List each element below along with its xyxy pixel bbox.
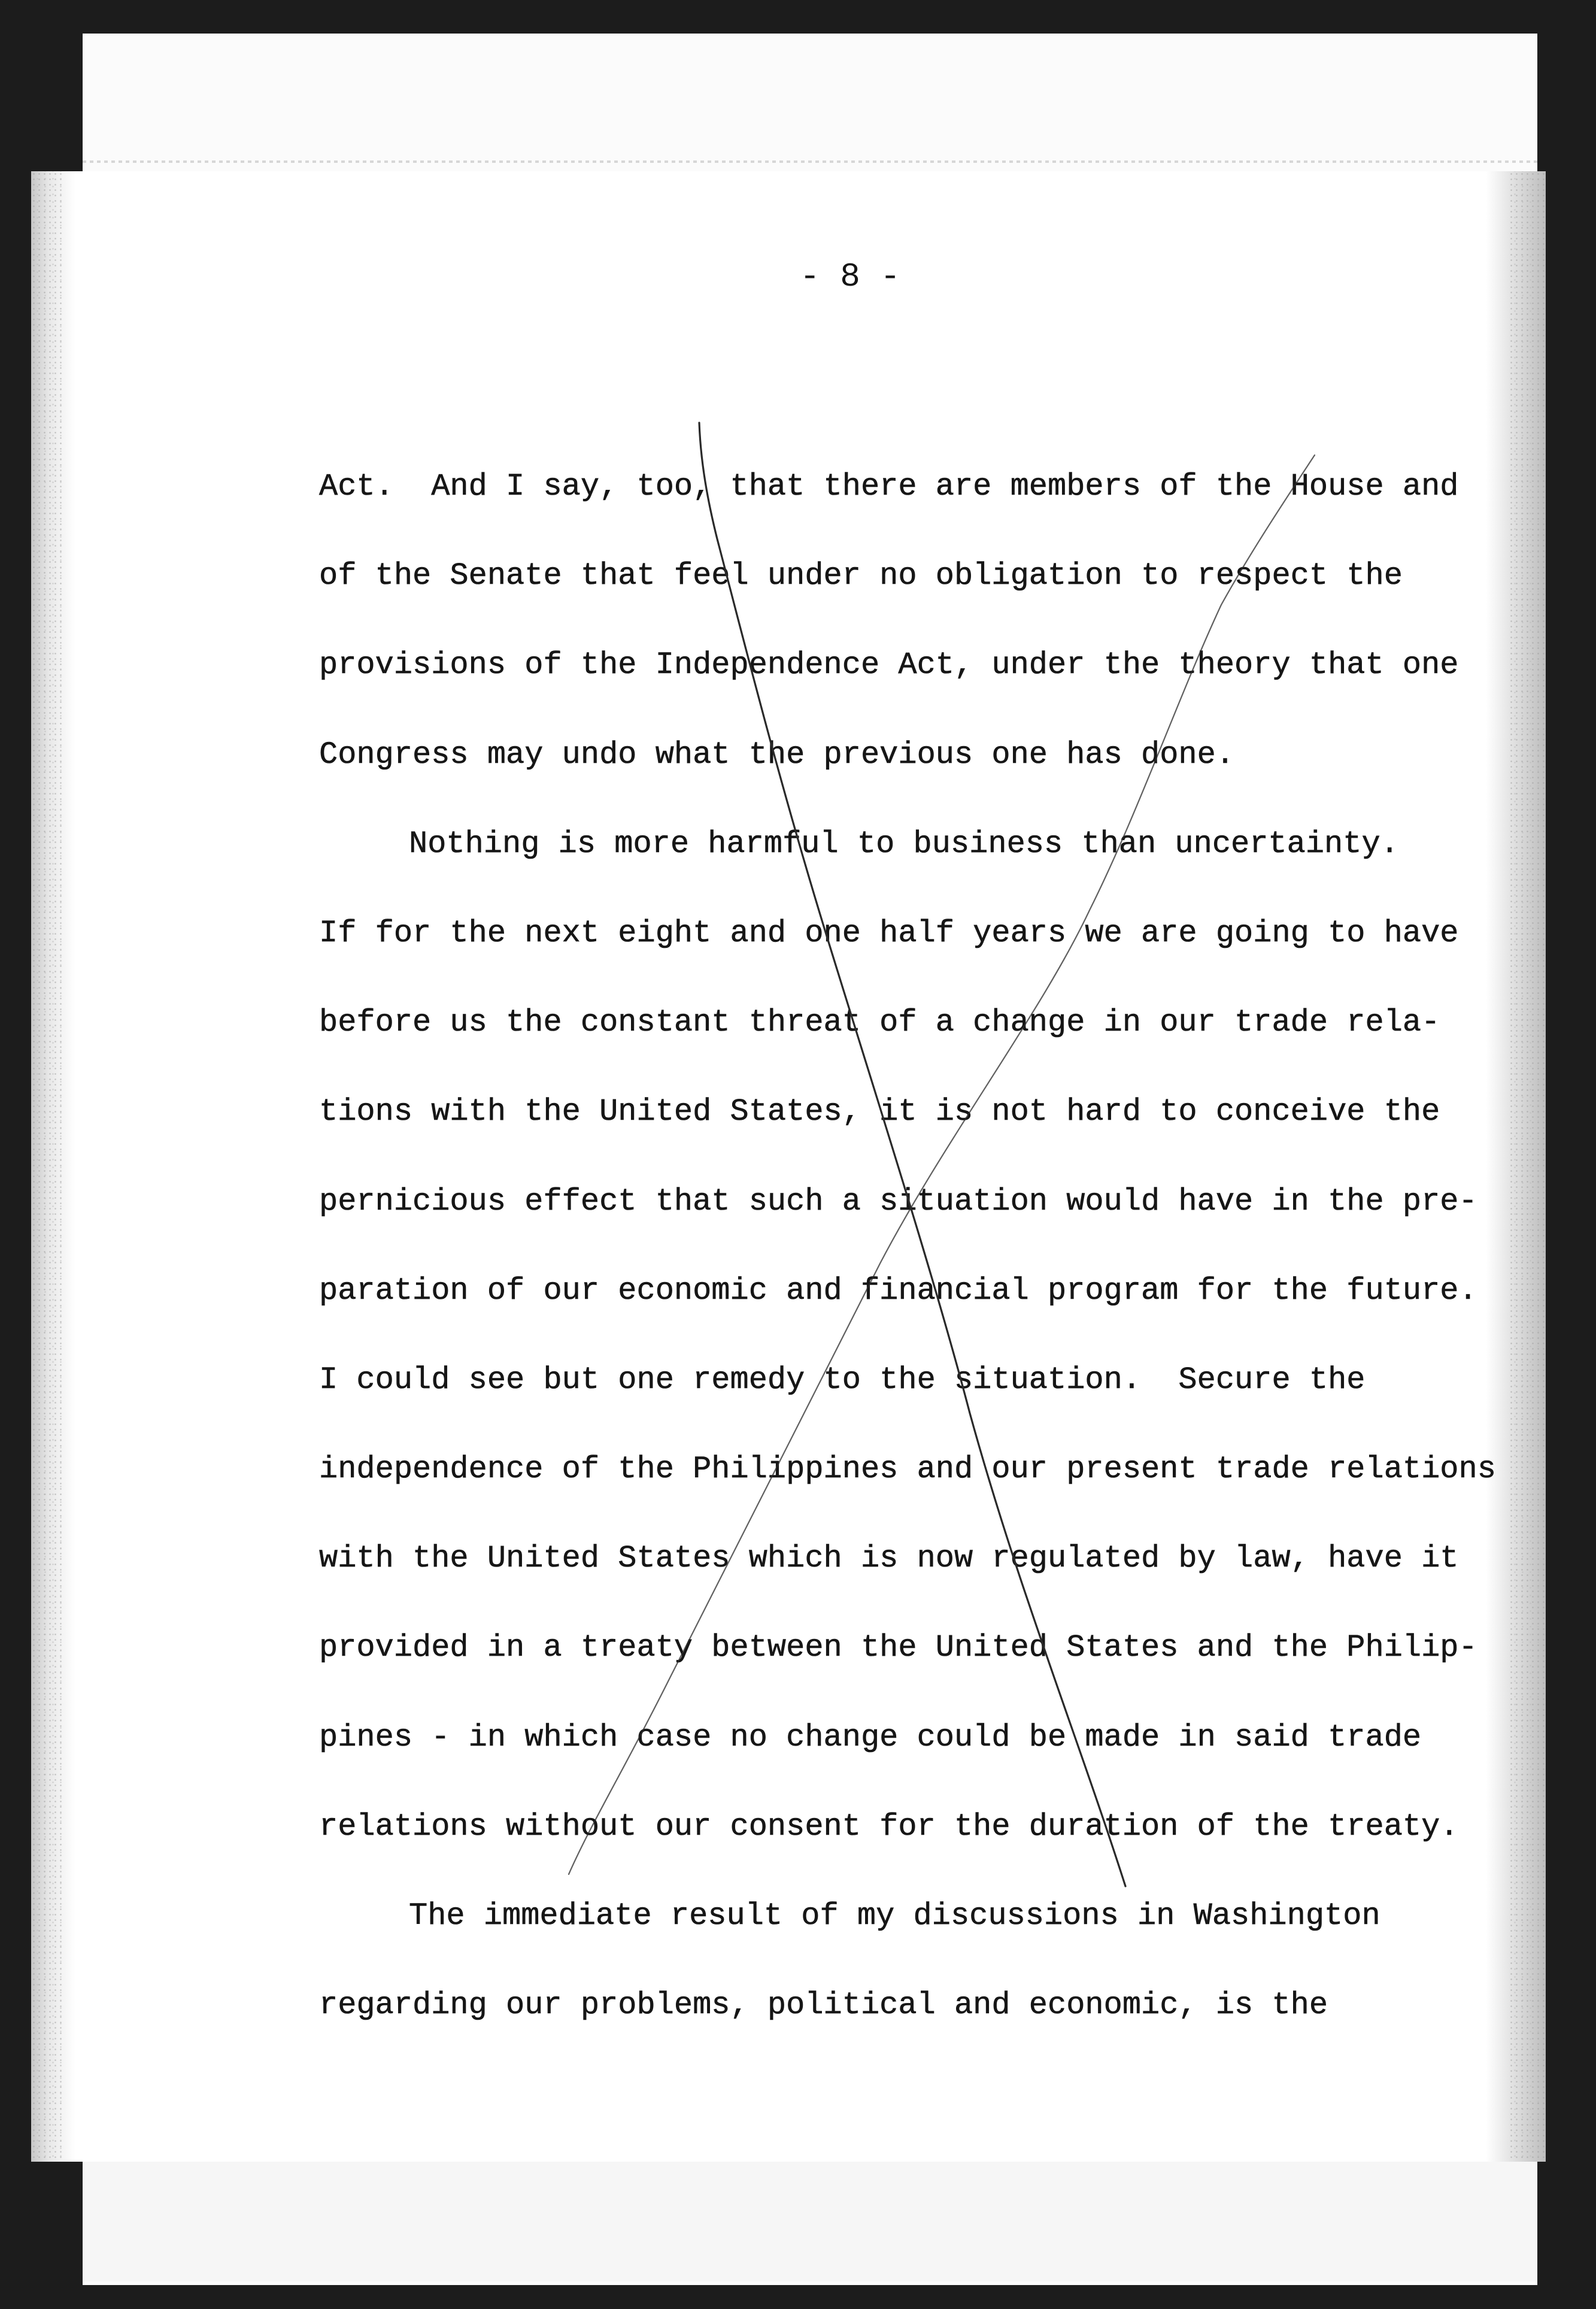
text-line: before us the constant threat of a change in our trade rela- <box>319 1005 1440 1041</box>
text-line: paration of our economic and financial program for the future. <box>319 1272 1477 1308</box>
text-line: independence of the Philippines and our present trade relations <box>319 1452 1496 1487</box>
text-line: regarding our problems, political and economic, is the <box>319 1987 1328 2023</box>
left-scan-edge <box>31 171 65 2162</box>
text-line: Nothing is more harmful to business than uncertainty. <box>409 826 1399 862</box>
text-line: I could see but one remedy to the situation. Secure the <box>319 1362 1366 1398</box>
right-scan-edge <box>1509 171 1546 2162</box>
body-text <box>319 465 1496 2072</box>
text-line: provided in a treaty between the United States and the Philip- <box>319 1630 1477 1666</box>
text-line: The immediate result of my discussions in Washington <box>409 1898 1380 1934</box>
bottom-sheet-edge <box>83 2162 1537 2281</box>
text-line: Congress may undo what the previous one has done. <box>319 737 1235 772</box>
page-number: - 8 - <box>799 257 901 296</box>
text-line: pines - in which case no change could be made in said trade <box>319 1719 1422 1755</box>
text-line: of the Senate that feel under no obligation to respect the <box>319 558 1403 594</box>
text-line: pernicious effect that such a situation would have in the pre- <box>319 1183 1477 1219</box>
text-line: with the United States which is now regulated by law, have it <box>319 1541 1459 1577</box>
text-line: If for the next eight and one half years we are going to have <box>319 915 1459 951</box>
text-line: provisions of the Independence Act, under the theory that one <box>319 647 1459 683</box>
sheet-fold-edge <box>83 160 1537 163</box>
text-line: tions with the United States, it is not hard to conceive the <box>319 1094 1440 1130</box>
text-line: relations without our consent for the duration of the treaty. <box>319 1808 1459 1844</box>
text-line: Act. And I say, too, that there are members of the House and <box>319 469 1459 504</box>
